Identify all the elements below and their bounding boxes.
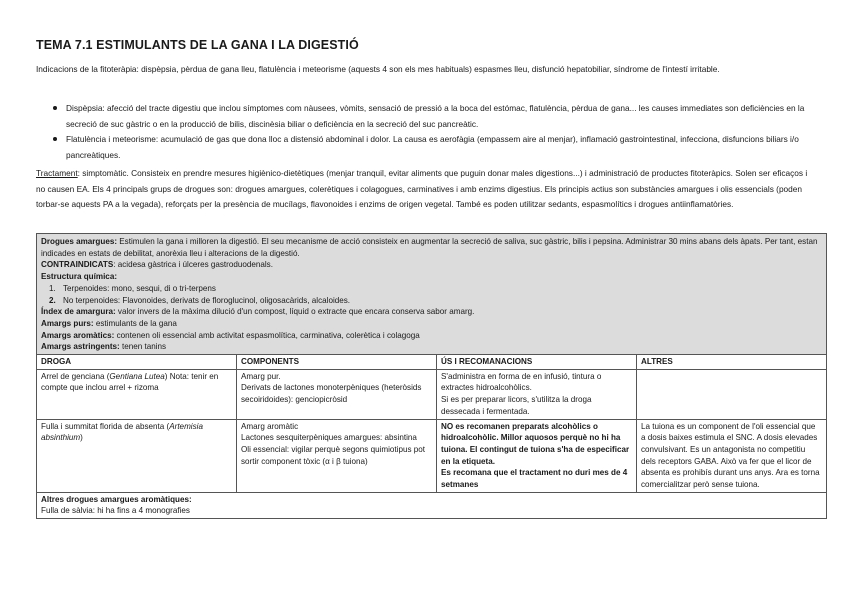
- intro-paragraph: Indicacions de la fitoteràpia: dispèpsia, pèrdua de gana lleu, flatulència i meteorisme (aquests 4 son els mes habituals) espasmes lleu, disfunció hepatobiliar, síndrome de l'intestí irritable.: [36, 64, 720, 74]
- table-row: [37, 419, 827, 492]
- other-drugs-cell: [37, 492, 827, 518]
- bitter-drugs-info-box: [37, 234, 827, 355]
- droga-cell: Fulla i summitat florida de absenta (Artemisia absinthium): [37, 419, 237, 492]
- column-header-altres: ALTRES: [637, 355, 827, 370]
- bitter-drugs-table: [36, 233, 827, 519]
- components-cell: Amarg aromàtic Lactones sesquiterpèniques amargues: absintina Oli essencial: vigilar perquè segons quimiotipus pot sortir component tòxic (α i β tuiona): [237, 419, 437, 492]
- contraindicacions-text: CONTRAINDICATS: acidesa gàstrica i úlceres gastroduodenals.: [41, 260, 273, 270]
- index-amargura-text: Índex de amargura: valor invers de la màxima dilució d'un compost, líquid o extracte que encara conserva sabor amarg.: [41, 307, 475, 317]
- column-header-components: COMPONENTS: [237, 355, 437, 370]
- indications-list: [36, 101, 816, 163]
- table-row: [37, 492, 827, 518]
- treatment-label: Tractament: [36, 168, 78, 178]
- altres-cell: [637, 369, 827, 419]
- other-drugs-text: Fulla de sàlvia: hi ha fins a 4 monografies: [41, 506, 190, 516]
- droga-cell: Arrel de genciana (Gentiana Lutea) Nota: tenir en compte que inclou arrel + rizoma: [37, 369, 237, 419]
- treatment-text: : simptomàtic. Consisteix en prendre mesures higiènico-dietètiques (menjar tranquil, evitar aliments que puguin donar males digestions...) i administració de productes fitoteràpics. Solen ser eficaços i no causen EA. Els 4 principals grups de drogues son: drogues amargues, colerètiques i colagogues, carminatives i amb enzims digestius. Els principis actius son substàncies amargues i olis essencials (poden torbar-se aquests PA a la vegada), reforçats per la presència de mucílags, flavonoides i enzims de origen vegetal. També es poden utilitzar sedants, espasmolítics i drogues antiinflamatòries.: [36, 168, 808, 209]
- amargs-astringents-text: Amargs astringents: tenen tanins: [41, 342, 167, 352]
- amargs-aromatics-text: Amargs aromàtics: contenen oli essencial amb activitat espasmolítica, carminativa, colerètica i colagoga: [41, 330, 420, 340]
- list-item: Dispèpsia: afecció del tracte digestiu que inclou símptomes com nàusees, vòmits, sensació de pressió a la boca del estómac, flatulència, pèrdua de gana... les causes immediates son deficiències en la secreció de suc gàstric o en la producció de bilis, discinèsia biliar o deficiència en la secreció del suc pancreàtic.: [36, 101, 816, 132]
- list-item: 1. Terpenoides: mono, sesqui, di o tri-terpens: [49, 283, 216, 293]
- components-cell: Amarg pur. Derivats de lactones monoterpèniques (heteròsids secoiridoides): genciopicròsid: [237, 369, 437, 419]
- page-title: TEMA 7.1 ESTIMULANTS DE LA GANA I LA DIGESTIÓ: [36, 38, 359, 52]
- column-header-us: ÚS I RECOMANACIONS: [437, 355, 637, 370]
- table-row: [37, 369, 827, 419]
- altres-cell: La tuiona es un component de l'oli essencial que a dosis baixes estimula el SNC. A dosis elevades convulsivant. Es un antagonista no competitiu dels receptors GABA. Això va fer que el licor de absenta es prohibís durant uns anys. Ara es torna comercialitzar però sense tuiona.: [637, 419, 827, 492]
- list-item: Flatulència i meteorisme: acumulació de gas que dona lloc a distensió abdominal i dolor. La causa es aerofàgia (empassem aire al menjar), inflamació gastrointestinal, infecciona, disfuncions biliars i/o pancreàtiques.: [36, 132, 816, 163]
- other-drugs-label: Altres drogues amargues aromàtiques:: [41, 494, 192, 504]
- treatment-paragraph: [36, 166, 816, 213]
- drogues-amargues-text: Drogues amargues: Estimulen la gana i milloren la digestió. El seu mecanisme de acció consisteix en augmentar la secreció de saliva, suc gàstric, bilis i pepsina. Administrar 30 mins abans dels àpats. Per tant, estan indicades en estats de debilitat, anorèxia lleu i alteracions de la digestió.: [41, 237, 818, 258]
- us-cell: S'administra en forma de en infusió, tintura o extractes hidroalcohòlics. Si es per preparar licors, s'utilitza la droga dessecada i fermentada.: [437, 369, 637, 419]
- estructura-list: [41, 283, 822, 306]
- amargs-purs-text: Amargs purs: estimulants de la gana: [41, 318, 177, 328]
- table-header-row: [37, 355, 827, 370]
- estructura-label: Estructura química:: [41, 272, 118, 282]
- list-item: 2. No terpenoides: Flavonoides, derivats de floroglucinol, oligosacàrids, alcaloides.: [49, 295, 351, 305]
- column-header-droga: DROGA: [37, 355, 237, 370]
- us-cell: NO es recomanen preparats alcohòlics o hidroalcohòlic. Millor aquosos perquè no hi ha tuiona. El contingut de tuiona s'ha de especificar en la etiqueta. Es recomana que el tractament no duri mes de 4 setmanes: [437, 419, 637, 492]
